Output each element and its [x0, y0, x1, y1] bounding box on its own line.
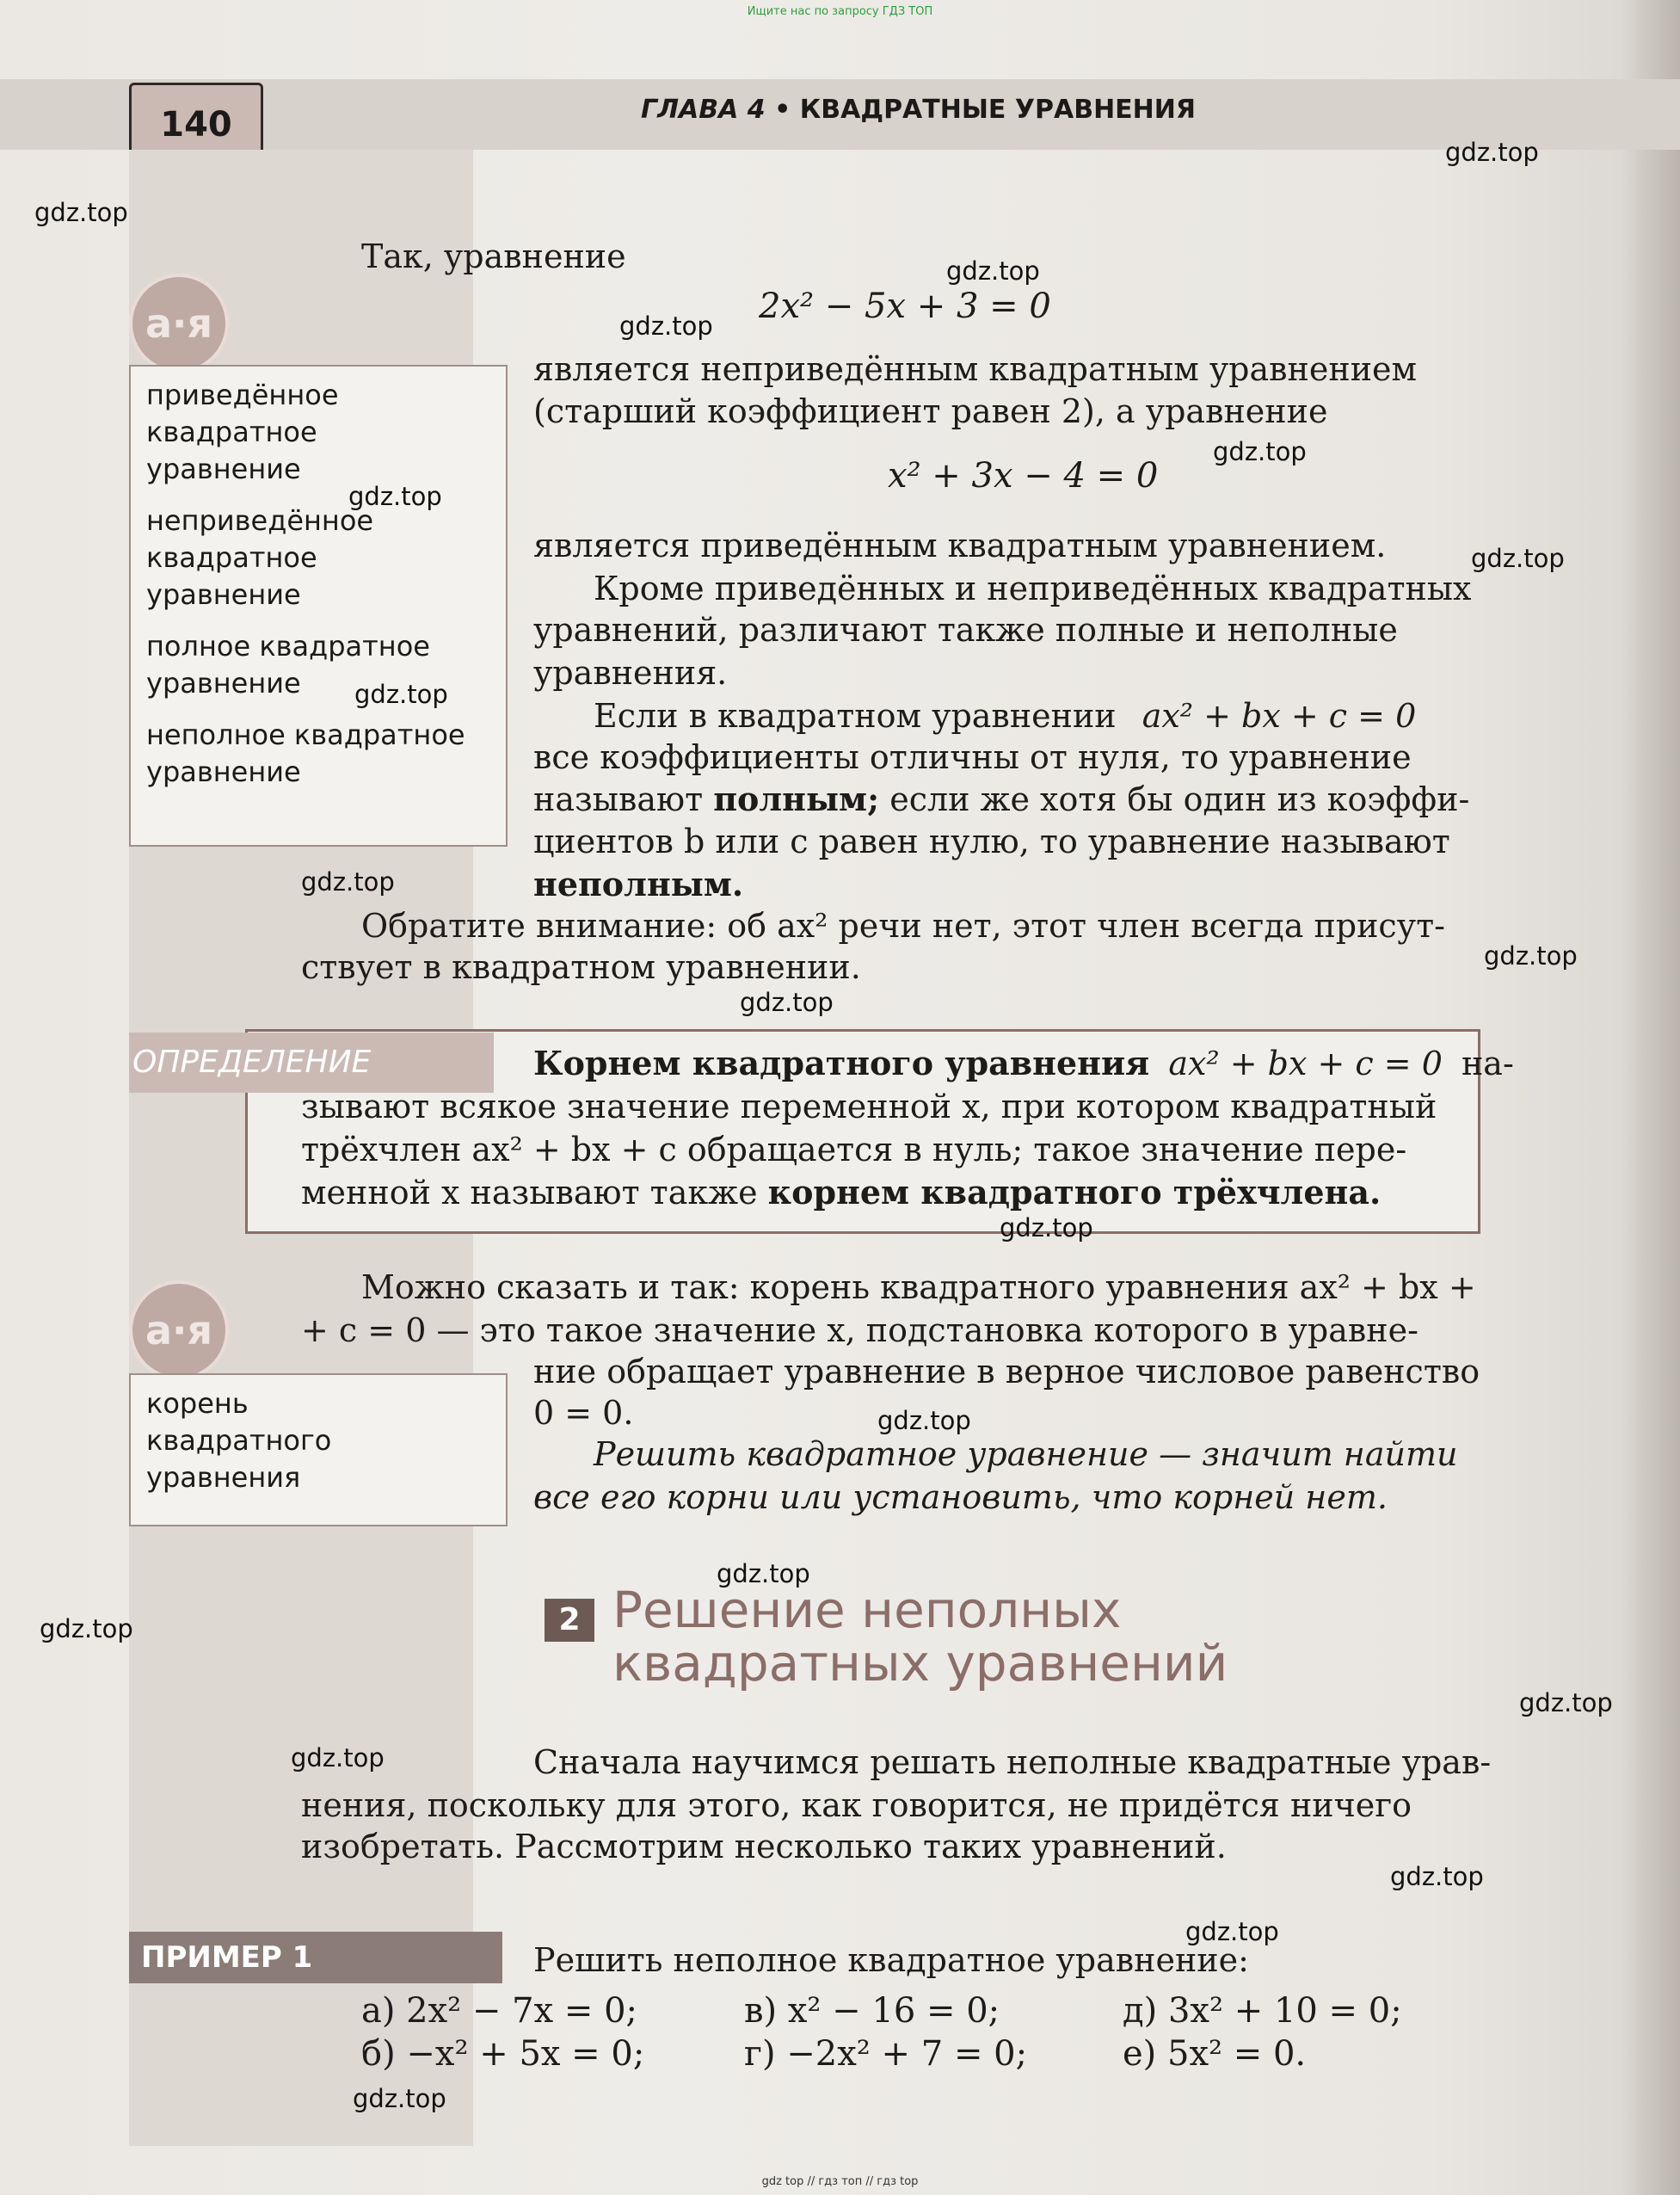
- glossary-term: приведённое квадратное уравнение: [146, 379, 339, 485]
- inline-formula: ax² + bx + c = 0: [1168, 1045, 1443, 1082]
- paragraph-line: уравнения.: [533, 654, 728, 692]
- glossary-term: корень квадратного уравнения: [146, 1387, 332, 1494]
- paragraph-line: нения, поскольку для этого, как говорится, не придётся ничего: [301, 1786, 1412, 1824]
- inline-formula: ax² + bx + c = 0: [1142, 697, 1417, 735]
- watermark-text: gdz.top: [291, 1743, 385, 1773]
- page-edge-shadow: [1620, 0, 1680, 2195]
- bottom-ad-banner[interactable]: gdz top // гдз топ // гдз top: [761, 2175, 919, 2188]
- watermark-text: gdz.top: [717, 1559, 810, 1588]
- example-item: г) −2x² + 7 = 0;: [744, 2034, 1028, 2074]
- chapter-label: ГЛАВА 4: [641, 95, 766, 125]
- top-ad-banner[interactable]: Ищите нас по запросу ГДЗ ТОП: [747, 5, 933, 18]
- paragraph-line: ствует в квадратном уравнении.: [301, 948, 861, 986]
- paragraph-line: Решить квадратное уравнение — значит найти: [594, 1435, 1458, 1473]
- paragraph-line: является приведённым квадратным уравнением.: [533, 527, 1387, 564]
- watermark-text: gdz.top: [34, 198, 128, 227]
- paragraph-line: (старший коэффициент равен 2), а уравнение: [533, 392, 1328, 430]
- text-run: если же хотя бы один из коэффи-: [889, 780, 1470, 818]
- definition-label: ОПРЕДЕЛЕНИЕ: [129, 1033, 494, 1093]
- definition-line: трёхчлен ax² + bx + c обращается в нуль; такое значение пере-: [301, 1131, 1407, 1168]
- watermark-text: gdz.top: [1445, 138, 1539, 167]
- definition-line: зывают всякое значение переменной x, при котором квадратный: [301, 1088, 1437, 1125]
- dictionary-az-icon: а·я: [129, 274, 229, 373]
- glossary-term: неполное квадратное уравнение: [146, 718, 465, 788]
- watermark-text: gdz.top: [1484, 941, 1578, 971]
- watermark-text: gdz.top: [348, 482, 442, 511]
- example-item: в) x² − 16 = 0;: [744, 1991, 1000, 2031]
- term-bold: Корнем квадратного уравнения: [533, 1044, 1150, 1082]
- watermark-text: gdz.top: [353, 2084, 446, 2113]
- text-run: Если в квадратном уравнении: [594, 697, 1117, 735]
- dictionary-az-icon: а·я: [129, 1280, 229, 1380]
- paragraph-line: ние обращает уравнение в верное числовое равенство: [533, 1353, 1480, 1390]
- chapter-bullet: •: [774, 95, 791, 125]
- paragraph-line: + c = 0 — это такое значение x, подстановка которого в уравне-: [301, 1311, 1418, 1349]
- formula: x² + 3x − 4 = 0: [888, 456, 1159, 496]
- paragraph-line: неполным.: [533, 865, 744, 903]
- watermark-text: gdz.top: [1390, 1862, 1484, 1891]
- watermark-text: gdz.top: [877, 1406, 971, 1435]
- example-item: е) 5x² = 0.: [1123, 2034, 1307, 2074]
- text-run: менной x называют также: [301, 1174, 758, 1212]
- paragraph-line: Кроме приведённых и неприведённых квадратных: [594, 570, 1472, 607]
- watermark-text: gdz.top: [946, 256, 1040, 286]
- watermark-text: gdz.top: [1213, 437, 1307, 466]
- watermark-text: gdz.top: [301, 867, 395, 897]
- term-bold: корнем квадратного трёхчлена.: [767, 1173, 1382, 1212]
- paragraph-line: циентов b или c равен нулю, то уравнение называют: [533, 823, 1450, 860]
- paragraph-line: все его корни или установить, что корней нет.: [533, 1478, 1388, 1516]
- paragraph-line: изобретать. Рассмотрим несколько таких уравнений.: [301, 1828, 1227, 1865]
- glossary-term: неприведённое квадратное уравнение: [146, 504, 374, 611]
- glossary-term: полное квадратное уравнение: [146, 630, 430, 700]
- example-item: б) −x² + 5x = 0;: [361, 2034, 645, 2074]
- glossary-box-1: [129, 365, 508, 847]
- paragraph-line: [533, 779, 1469, 820]
- watermark-text: gdz.top: [740, 988, 834, 1017]
- term-bold: полным;: [713, 780, 880, 818]
- paragraph-line: все коэффициенты отличны от нуля, то уравнение: [533, 738, 1412, 776]
- paragraph-line: является неприведённым квадратным уравнением: [533, 350, 1418, 388]
- paragraph-line: Так, уравнение: [361, 237, 626, 275]
- watermark-text: gdz.top: [1000, 1213, 1093, 1242]
- paragraph-line: 0 = 0.: [533, 1394, 634, 1432]
- paragraph-line: Обратите внимание: об ax² речи нет, этот член всегда присут-: [361, 907, 1445, 945]
- glossary-box-2: [129, 1373, 508, 1526]
- formula: 2x² − 5x + 3 = 0: [759, 287, 1051, 326]
- chapter-heading: [641, 95, 1196, 125]
- text-run: на-: [1461, 1045, 1514, 1082]
- watermark-text: gdz.top: [40, 1614, 133, 1643]
- paragraph-line: [594, 695, 1416, 737]
- watermark-text: gdz.top: [354, 680, 448, 709]
- section-title: Решение неполных квадратных уравнений: [612, 1581, 1228, 1692]
- page-number: 140: [129, 83, 263, 167]
- section-number: 2: [545, 1599, 594, 1642]
- definition-line: [533, 1043, 1514, 1084]
- watermark-text: gdz.top: [1185, 1917, 1279, 1946]
- watermark-text: gdz.top: [1471, 544, 1565, 573]
- example-label: ПРИМЕР 1: [129, 1932, 502, 1983]
- paragraph-line: уравнений, различают также полные и неполные: [533, 611, 1398, 649]
- example-prompt: Решить неполное квадратное уравнение:: [533, 1941, 1249, 1979]
- watermark-text: gdz.top: [1519, 1688, 1613, 1717]
- example-item: д) 3x² + 10 = 0;: [1123, 1991, 1402, 2031]
- paragraph-line: Сначала научимся решать неполные квадратные урав-: [533, 1743, 1492, 1781]
- text-run: называют: [533, 780, 704, 818]
- chapter-title: КВАДРАТНЫЕ УРАВНЕНИЯ: [799, 95, 1196, 125]
- watermark-text: gdz.top: [619, 311, 713, 341]
- paragraph-line: Можно сказать и так: корень квадратного уравнения ax² + bx +: [361, 1268, 1476, 1306]
- example-item: а) 2x² − 7x = 0;: [361, 1991, 638, 2031]
- definition-line: [301, 1172, 1381, 1213]
